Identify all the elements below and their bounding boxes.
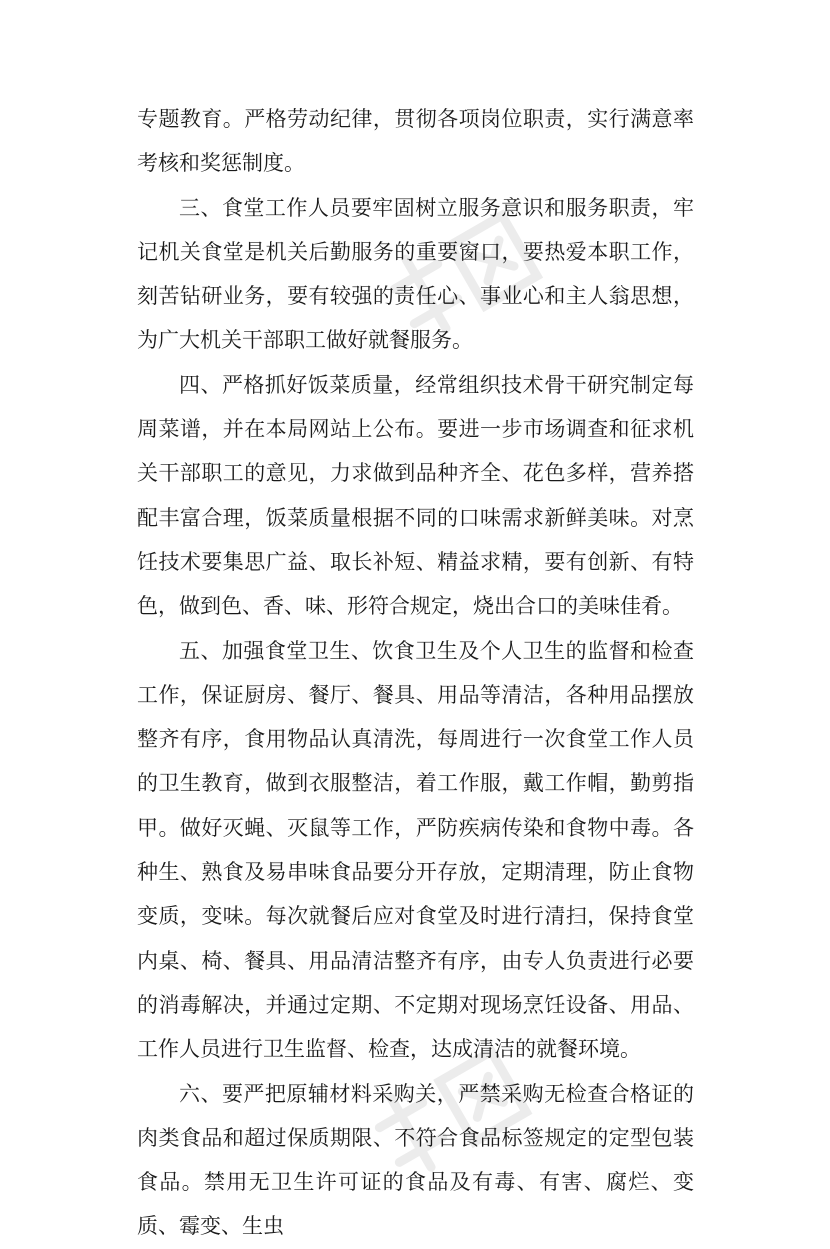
paragraph-item-4: 四、严格抓好饭菜质量，经常组织技术骨干研究制定每周菜谱，并在本局网站上公布。要进一步市场调查和征求机关干部职工的意见，力求做到品种齐全、花色多样，营养搭配丰富合理，饭菜质量根据不同的口味需求新鲜美味。对烹饪技术要集思广益、取长补短、精益求精，要有创新、有特色，做到色、香、味、形符合规定，烧出合口的美味佳肴。 — [137, 372, 694, 619]
paragraph-continuation: 专题教育。严格劳动纪律，贯彻各项岗位职责，实行满意率考核和奖惩制度。 — [137, 107, 694, 176]
paragraph-item-6: 六、要严把原辅材料采购关，严禁采购无检查合格证的肉类食品和超过保质期限、不符合食品标签规定的定型包装食品。禁用无卫生许可证的食品及有毒、有害、腐烂、变质、霉变、生虫 — [137, 1081, 694, 1239]
body-text — [137, 97, 694, 1249]
paragraph-item-5: 五、加强食堂卫生、饮食卫生及个人卫生的监督和检查工作，保证厨房、餐厅、餐具、用品等清洁，各种用品摆放整齐有序，食用物品认真清洗，每周进行一次食堂工作人员的卫生教育，做到衣服整洁，着工作服，戴工作帽，勤剪指甲。做好灭蝇、灭鼠等工作，严防疾病传染和食物中毒。各种生、熟食及易串味食品要分开存放，定期清理，防止食物变质，变味。每次就餐后应对食堂及时进行清扫，保持食堂内桌、椅、餐具、用品清洁整齐有序，由专人负责进行必要的消毒解决，并通过定期、不定期对现场烹饪设备、用品、工作人员进行卫生监督、检查，达成清洁的就餐环境。 — [137, 638, 694, 1062]
paragraph-item-3: 三、食堂工作人员要牢固树立服务意识和服务职责，牢记机关食堂是机关后勤服务的重要窗口，要热爱本职工作，刻苦钻研业务，要有较强的责任心、事业心和主人翁思想，为广大机关干部职工做好就餐服务。 — [137, 195, 694, 353]
